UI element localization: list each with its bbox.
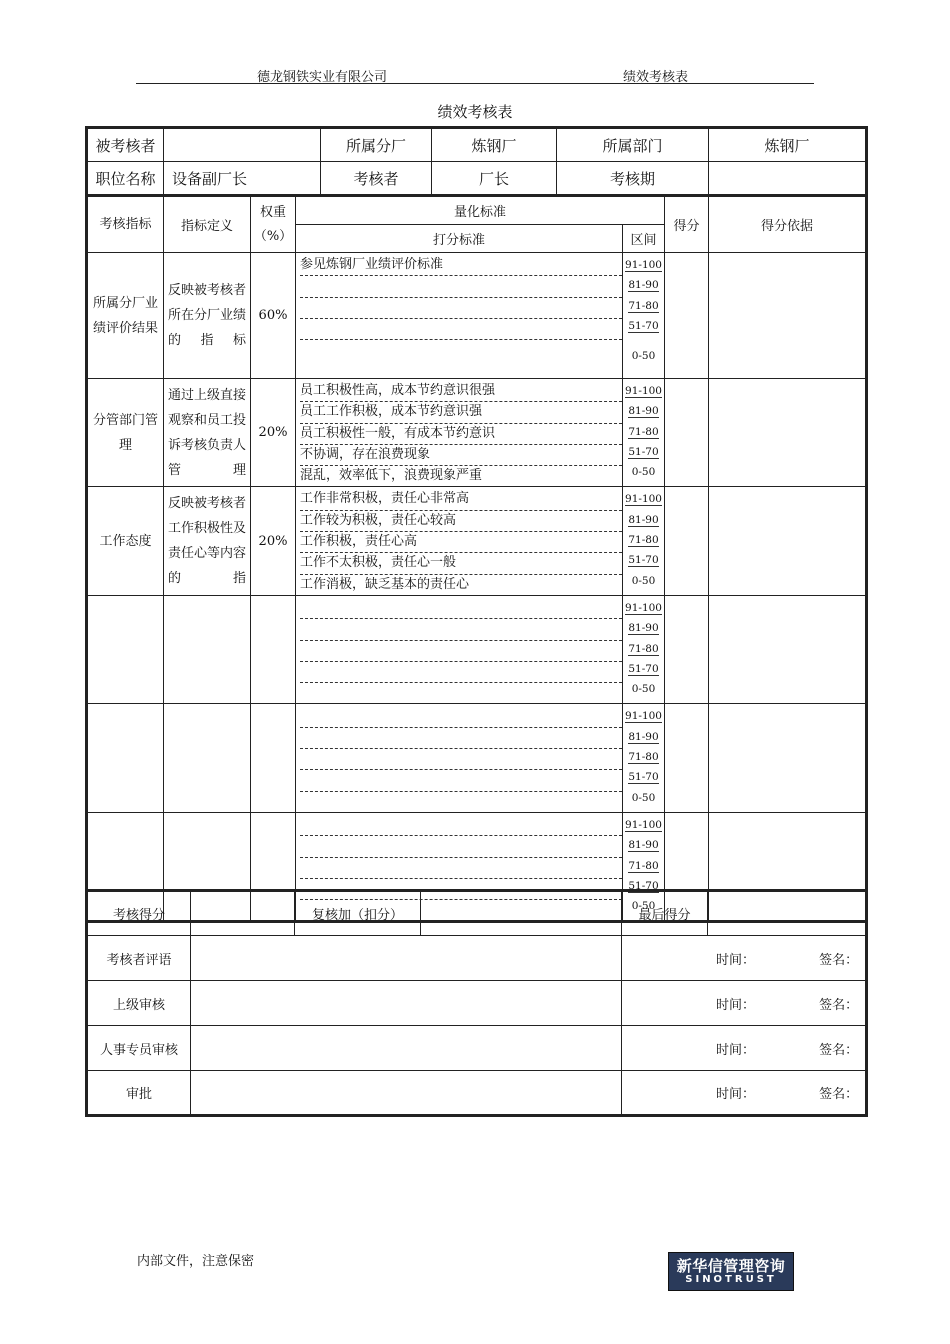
sign-row xyxy=(87,981,867,1026)
col-score-std: 打分标准 xyxy=(296,225,623,253)
criteria-cell xyxy=(296,379,623,487)
basis-cell[interactable] xyxy=(709,253,867,379)
sign-row-label: 审批 xyxy=(87,1071,191,1116)
table-row xyxy=(87,253,867,379)
score-cell[interactable] xyxy=(665,379,709,487)
definition-cell: 反映被考核者所在分厂业绩的指标 xyxy=(164,253,251,379)
criteria-cell[interactable] xyxy=(296,595,623,703)
range-label: 71-80 xyxy=(628,534,659,547)
score-cell[interactable] xyxy=(665,595,709,703)
sign-label: 签名： xyxy=(819,952,859,968)
sign-row xyxy=(87,1026,867,1071)
criteria-line xyxy=(300,836,622,857)
range-cell xyxy=(623,487,665,595)
time-label: 时间： xyxy=(716,1087,756,1102)
criteria-line xyxy=(300,683,622,703)
weight-cell: 20% xyxy=(251,487,296,595)
weight-cell: 20% xyxy=(251,379,296,487)
col-score: 得分 xyxy=(665,197,709,253)
summary-table xyxy=(85,889,868,1117)
sign-row xyxy=(87,936,867,981)
range-cell xyxy=(623,595,665,703)
sign-area[interactable] xyxy=(622,936,867,981)
assessor-value[interactable]: 厂长 xyxy=(432,162,557,196)
position-label: 职位名称 xyxy=(87,162,164,196)
range-label: 51-70 xyxy=(628,662,659,675)
range-label: 51-70 xyxy=(628,319,659,332)
comment-field[interactable] xyxy=(191,1071,622,1116)
range-label: 51-70 xyxy=(628,879,659,892)
criteria-line xyxy=(300,641,622,662)
range-label: 0-50 xyxy=(631,900,656,913)
range-label: 81-90 xyxy=(628,513,659,526)
range-cell xyxy=(623,253,665,379)
range-label: 91-100 xyxy=(625,818,662,831)
criteria-line xyxy=(300,728,622,749)
range-label: 81-90 xyxy=(628,405,659,418)
range-label: 0-50 xyxy=(631,466,656,479)
score-cell[interactable] xyxy=(665,704,709,812)
sign-label: 签名： xyxy=(819,1042,859,1058)
footer-confidential: 内部文件，注意保密 xyxy=(137,1254,255,1269)
basis-cell[interactable] xyxy=(709,595,867,703)
criteria-cell xyxy=(296,253,623,379)
logo-cn: 新华信管理咨询 xyxy=(676,1257,786,1275)
col-range: 区间 xyxy=(623,225,665,253)
criteria-line: 员工积极性一般，有成本节约意识 xyxy=(300,424,622,445)
branch-label: 所属分厂 xyxy=(321,128,432,162)
criteria-line: 工作不太积极，责任心一般 xyxy=(300,553,622,574)
criteria-line: 工作消极，缺乏基本的责任心 xyxy=(300,576,470,592)
position-value[interactable]: 设备副厂长 xyxy=(164,162,321,196)
criteria-line xyxy=(300,276,622,297)
criteria-line xyxy=(300,598,622,619)
range-label: 91-100 xyxy=(625,259,662,271)
dept-label: 所属部门 xyxy=(557,128,709,162)
basis-cell[interactable] xyxy=(709,704,867,812)
sign-area[interactable] xyxy=(622,981,867,1026)
comment-field[interactable] xyxy=(191,981,622,1026)
time-label: 时间： xyxy=(716,1042,756,1058)
score-value[interactable] xyxy=(191,891,295,936)
criteria-line: 混乱，效率低下，浪费现象严重 xyxy=(300,468,483,484)
time-label: 时间： xyxy=(716,997,756,1013)
criteria-line xyxy=(300,340,622,360)
score-cell[interactable] xyxy=(665,487,709,595)
range-cell xyxy=(623,704,665,812)
indicator-cell: 所属分厂业绩评价结果 xyxy=(87,253,164,379)
range-label: 91-100 xyxy=(625,601,662,614)
indicator-table xyxy=(85,196,868,923)
info-table xyxy=(85,126,868,197)
range-label: 71-80 xyxy=(628,751,659,764)
sign-row-label: 考核者评语 xyxy=(87,936,191,981)
range-label: 0-50 xyxy=(631,683,656,696)
definition-cell: 反映被考核者工作积极性及责任心等内容的指 xyxy=(164,487,251,595)
basis-cell[interactable] xyxy=(709,487,867,595)
indicator-cell: 工作态度 xyxy=(87,487,164,595)
range-label: 0-50 xyxy=(631,350,656,363)
range-label: 91-100 xyxy=(625,710,662,723)
definition-cell[interactable] xyxy=(164,595,251,703)
range-label: 51-70 xyxy=(628,445,659,458)
range-label: 71-80 xyxy=(628,859,659,872)
criteria-line: 员工工作积极，成本节约意识强 xyxy=(300,402,622,423)
comment-field[interactable] xyxy=(191,936,622,981)
sign-row xyxy=(87,1071,867,1116)
score-cell[interactable] xyxy=(665,253,709,379)
comment-field[interactable] xyxy=(191,1026,622,1071)
branch-value[interactable]: 炼钢厂 xyxy=(432,128,557,162)
weight-cell[interactable] xyxy=(251,595,296,703)
sign-area[interactable] xyxy=(622,1071,867,1116)
dept-value[interactable]: 炼钢厂 xyxy=(709,128,867,162)
assessor-label: 考核者 xyxy=(321,162,432,196)
criteria-cell[interactable] xyxy=(296,704,623,812)
criteria-line xyxy=(300,815,622,836)
criteria-line: 参见炼钢厂业绩评价标准 xyxy=(300,255,622,276)
final-label: 最后得分 xyxy=(622,891,708,936)
period-value[interactable] xyxy=(709,162,867,196)
col-indicator: 考核指标 xyxy=(87,197,164,253)
range-label: 71-80 xyxy=(628,642,659,655)
range-label: 0-50 xyxy=(631,791,656,804)
time-label: 时间： xyxy=(716,952,756,968)
table-row xyxy=(87,595,867,703)
criteria-line xyxy=(300,298,622,319)
indicator-cell: 分管部门管理 xyxy=(87,379,164,487)
table-row xyxy=(87,379,867,487)
range-label: 81-90 xyxy=(628,839,659,852)
logo-en: SINOTRUST xyxy=(685,1274,777,1285)
range-label: 81-90 xyxy=(628,622,659,635)
criteria-line xyxy=(300,619,622,640)
period-label: 考核期 xyxy=(557,162,709,196)
table-row xyxy=(87,487,867,595)
indicator-cell[interactable] xyxy=(87,704,164,812)
range-cell xyxy=(623,379,665,487)
basis-cell[interactable] xyxy=(709,379,867,487)
assessee-label: 被考核者 xyxy=(87,128,164,162)
criteria-line: 工作较为积极，责任心较高 xyxy=(300,511,622,532)
score-label: 考核得分 xyxy=(87,891,191,936)
sinotrust-logo xyxy=(668,1252,794,1291)
header-rule xyxy=(136,83,814,84)
criteria-line xyxy=(300,319,622,340)
sign-row-label: 上级审核 xyxy=(87,981,191,1026)
weight-cell[interactable] xyxy=(251,704,296,812)
final-value[interactable] xyxy=(708,891,867,936)
range-label: 0-50 xyxy=(631,574,656,587)
table-row xyxy=(87,704,867,812)
range-label: 81-90 xyxy=(628,279,659,292)
weight-cell: 60% xyxy=(251,253,296,379)
sign-row-label: 人事专员审核 xyxy=(87,1026,191,1071)
assessee-value[interactable] xyxy=(164,128,321,162)
definition-cell: 通过上级直接观察和员工投诉考核负责人管理 xyxy=(164,379,251,487)
range-label: 91-100 xyxy=(625,385,662,397)
criteria-line xyxy=(300,858,622,879)
sign-label: 签名： xyxy=(819,1087,859,1102)
criteria-line: 不协调，存在浪费现象 xyxy=(300,445,622,466)
header-doc-name: 绩效考核表 xyxy=(623,70,689,85)
range-label: 81-90 xyxy=(628,730,659,743)
col-quant: 量化标准 xyxy=(296,197,665,225)
header-company: 德龙钢铁实业有限公司 xyxy=(257,70,388,85)
criteria-line xyxy=(300,770,622,791)
definition-cell[interactable] xyxy=(164,704,251,812)
range-label: 51-70 xyxy=(628,554,659,567)
criteria-line xyxy=(300,792,622,812)
col-weight: 权重（%） xyxy=(251,197,296,253)
indicator-cell[interactable] xyxy=(87,595,164,703)
sign-area[interactable] xyxy=(622,1026,867,1071)
form-title: 绩效考核表 xyxy=(437,103,513,121)
col-definition: 指标定义 xyxy=(164,197,251,253)
criteria-cell xyxy=(296,487,623,595)
criteria-line xyxy=(300,749,622,770)
criteria-line xyxy=(300,662,622,683)
range-label: 71-80 xyxy=(628,299,659,312)
range-label: 91-100 xyxy=(625,493,662,506)
criteria-line: 工作非常积极，责任心非常高 xyxy=(300,489,622,510)
review-label: 复核加（扣分） xyxy=(295,891,421,936)
range-label: 51-70 xyxy=(628,771,659,784)
criteria-line: 工作积极，责任心高 xyxy=(300,532,622,553)
col-basis: 得分依据 xyxy=(709,197,867,253)
criteria-line: 员工积极性高，成本节约意识很强 xyxy=(300,381,622,402)
review-value[interactable] xyxy=(421,891,622,936)
criteria-line xyxy=(300,706,622,727)
range-label: 71-80 xyxy=(628,425,659,438)
sign-label: 签名： xyxy=(819,997,859,1013)
